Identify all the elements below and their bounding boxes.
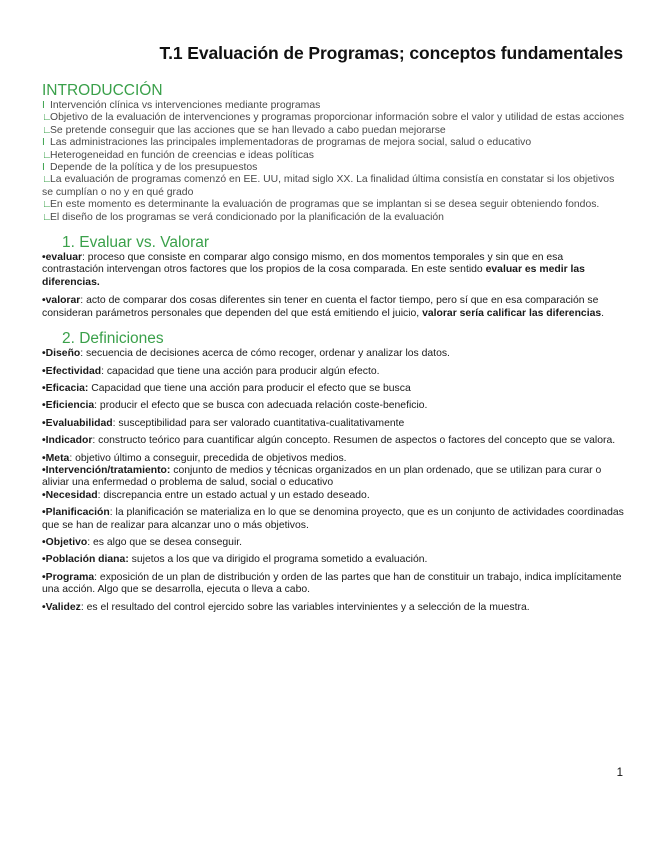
definition-item: •Meta: objetivo último a conseguir, precedida de objetivos medios. bbox=[42, 452, 347, 464]
section-heading-definiciones: 2. Definiciones bbox=[62, 330, 164, 348]
intro-item: ∟Objetivo de la evaluación de intervenciones y programas proporcionar información sobre el valor y utilidad de estas acciones bbox=[42, 112, 625, 124]
definition-item: •Programa: exposición de un plan de distribución y orden de las partes que han de constituir un trabajo, indica implícitamente una acción. Algo que se desarrolla, ejecuta o lleva a cabo. bbox=[42, 571, 622, 596]
valorar-paragraph: •valorar: acto de comparar dos cosas diferentes sin tener en cuenta el factor tiempo, pero sí que en esa comparación se consideran parámetros personales que dependen del que está emitiendo el juicio, valorar sería calificar las diferencias. bbox=[42, 295, 605, 319]
document-title: T.1 Evaluación de Programas; conceptos fundamentales bbox=[159, 43, 623, 63]
definition-item: •Intervención/tratamiento: conjunto de medios y técnicas organizados en un plan ordenado, que se utilizan para curar o aliviar una enfermedad o problema de salud, social o educativo bbox=[42, 464, 602, 489]
term-valorar: •valorar bbox=[42, 295, 81, 307]
definition-item: •Evaluabilidad: susceptibilidad para ser valorado cuantitativa-cualitativamente bbox=[42, 417, 405, 429]
bullet-corner-icon: ∟ bbox=[42, 112, 52, 124]
bullet-bar-icon: I bbox=[42, 162, 45, 174]
definition-item: •Indicador: constructo teórico para cuantificar algún concepto. Resumen de aspectos o factores del concepto que se valora. bbox=[42, 435, 616, 447]
intro-list bbox=[42, 100, 625, 224]
bullet-bar-icon: I bbox=[42, 137, 45, 149]
intro-item: I Las administraciones las principales implementadoras de programas de mejora social, salud o educativo bbox=[42, 137, 532, 149]
intro-item: ∟En este momento es determinante la evaluación de programas que se implantan si se desea seguir obteniendo fondos. bbox=[42, 199, 600, 211]
intro-heading: INTRODUCCIÓN bbox=[42, 82, 163, 99]
bullet-corner-icon: ∟ bbox=[42, 174, 52, 186]
intro-item: ∟La evaluación de programas comenzó en EE. UU, mitad siglo XX. La finalidad última consistía en constatar si los objetivos se cumplían o no y en qué grado bbox=[42, 174, 615, 198]
definition-item: •Diseño: secuencia de decisiones acerca de cómo recoger, ordenar y analizar los datos. bbox=[42, 348, 450, 360]
bullet-corner-icon: ∟ bbox=[42, 149, 52, 161]
bullet-bar-icon: I bbox=[42, 100, 45, 111]
intro-item: ∟Se pretende conseguir que las acciones que se han llevado a cabo puedan mejorarse bbox=[42, 124, 446, 136]
intro-item: ∟Heterogeneidad en función de creencias e ideas políticas bbox=[42, 149, 314, 161]
bullet-corner-icon: ∟ bbox=[42, 124, 52, 136]
definition-item: •Validez: es el resultado del control ejercido sobre las variables intervinientes y a selección de la muestra. bbox=[42, 601, 530, 613]
definition-item: •Planificación: la planificación se materializa en lo que se denomina proyecto, que es un conjunto de actividades coordinadas que se han de realizar para alcanzar uno o más objetivos. bbox=[42, 507, 624, 531]
definition-item: •Objetivo: es algo que se desea conseguir. bbox=[42, 536, 243, 548]
page-number: 1 bbox=[616, 767, 623, 779]
definitions-list bbox=[42, 348, 625, 614]
intro-item: I Depende de la política y de los presupuestos bbox=[42, 162, 258, 174]
intro-item: I Intervención clínica vs intervenciones mediante programas bbox=[42, 100, 321, 111]
definition-item: •Población diana: sujetos a los que va dirigido el programa sometido a evaluación. bbox=[42, 554, 428, 566]
definition-item: •Necesidad: discrepancia entre un estado actual y un estado deseado. bbox=[42, 489, 370, 501]
bullet-corner-icon: ∟ bbox=[42, 211, 52, 223]
term-evaluar: •evaluar bbox=[42, 252, 83, 264]
section-heading-evaluar: 1. Evaluar vs. Valorar bbox=[62, 234, 210, 252]
document-content bbox=[42, 82, 625, 614]
definition-item: •Eficiencia: producir el efecto que se busca con adecuada relación coste-beneficio. bbox=[42, 400, 428, 412]
definition-item: •Eficacia: Capacidad que tiene una acción para producir el efecto que se busca bbox=[42, 382, 411, 394]
evaluar-paragraph: •evaluar: proceso que consiste en comparar algo consigo mismo, en dos momentos temporales y sin que en esa contrastación intervengan otros factores que los propios de la cosa comparada. En este sentido evaluar es medir las diferencias. bbox=[42, 252, 585, 288]
bullet-corner-icon: ∟ bbox=[42, 199, 52, 211]
intro-item: ∟El diseño de los programas se verá condicionado por la planificación de la evaluación bbox=[42, 211, 444, 223]
definition-item: •Efectividad: capacidad que tiene una acción para producir algún efecto. bbox=[42, 365, 380, 377]
